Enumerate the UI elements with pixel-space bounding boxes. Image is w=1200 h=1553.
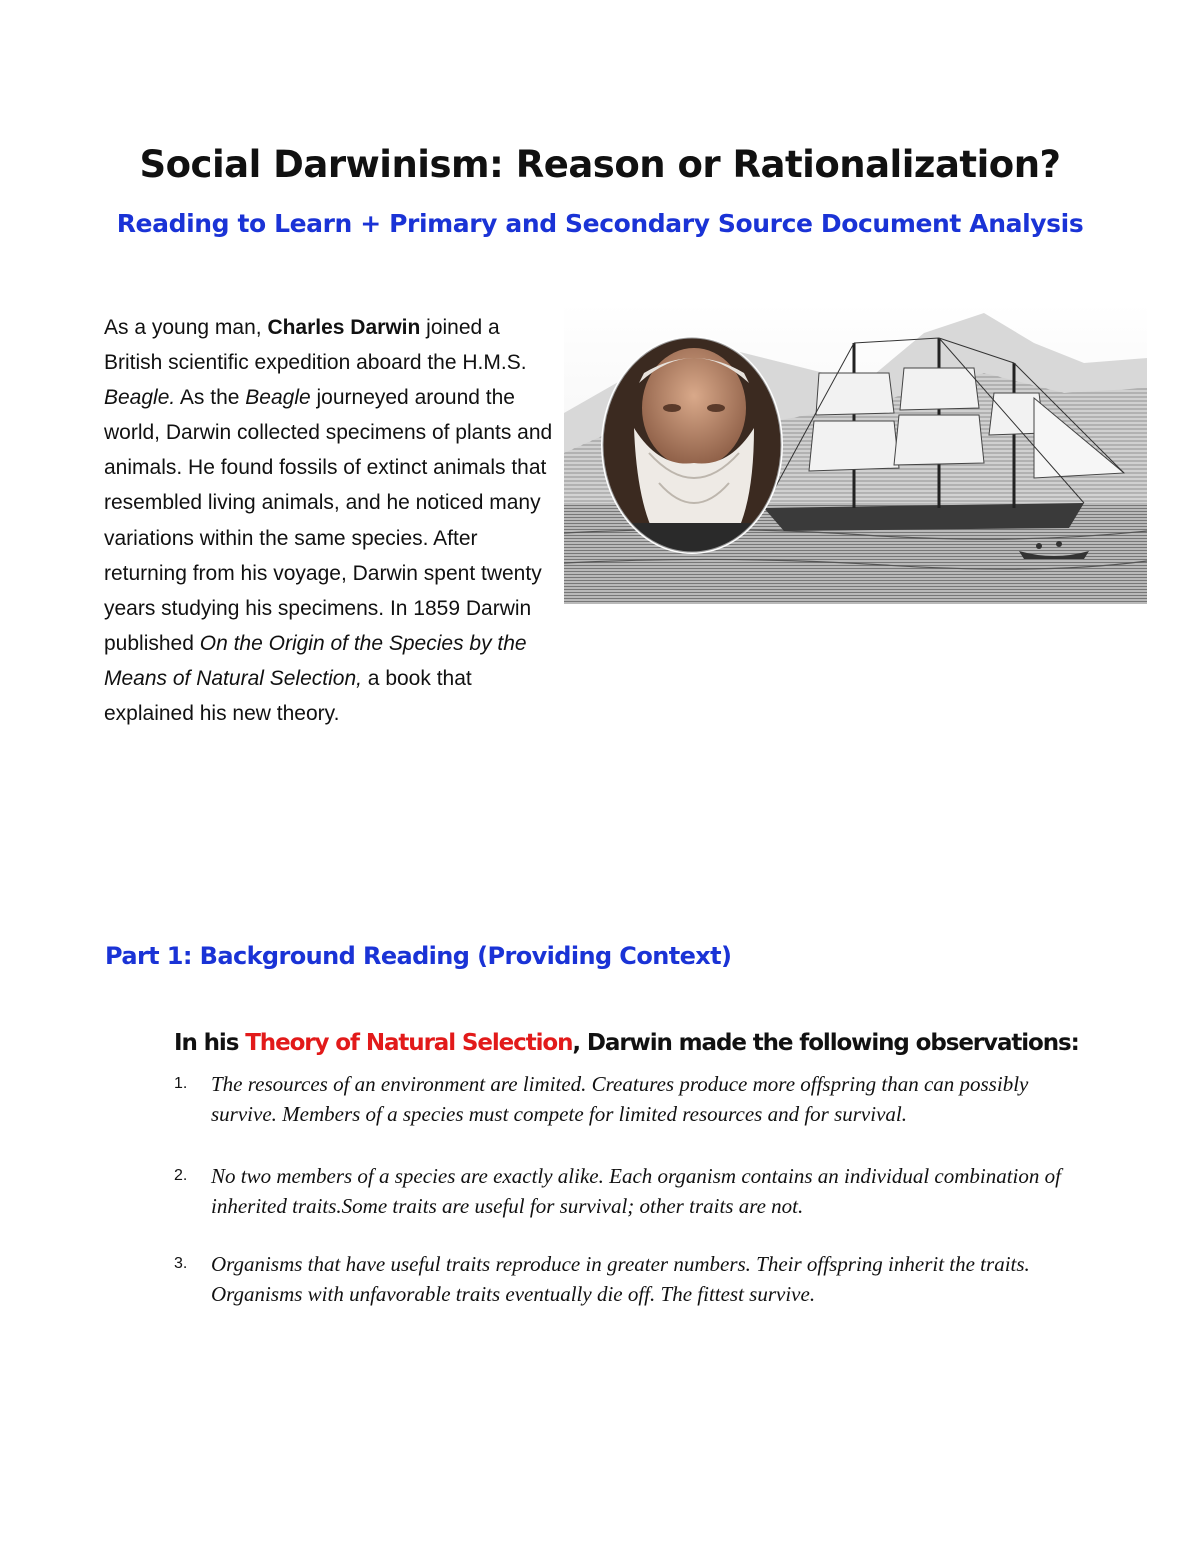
intro-name-darwin: Charles Darwin [267,316,421,339]
intro-text: joined a British scientific expedition aboard the H.M.S. [104,316,527,375]
darwin-ship-engraving-icon [564,303,1147,604]
theory-highlight: Theory of Natural Selection [245,1030,573,1056]
observations-heading [174,1030,1079,1056]
list-item-number: 3. [174,1255,188,1272]
observations-heading-post: , Darwin made the following observations: [572,1030,1079,1056]
list-item [174,1069,1074,1129]
observations-heading-pre: In his [174,1030,246,1056]
page-subtitle: Reading to Learn + Primary and Secondary Source Document Analysis [116,209,1084,238]
list-item-text: Organisms that have useful traits reproduce in greater numbers. Their offspring inherit the traits. Organisms with unfavorable traits eventually die off. The fittest survive. [211,1252,1030,1306]
part-1-heading: Part 1: Background Reading (Providing Context) [105,942,732,970]
intro-ship-name: Beagle [245,386,311,410]
list-item [174,1249,1074,1309]
list-item-number: 2. [174,1167,188,1184]
darwin-ship-illustration [564,303,1147,604]
intro-paragraph [104,310,554,731]
intro-text: As a young man, [104,316,268,339]
list-item [174,1161,1074,1221]
page-title: Social Darwinism: Reason or Rationalization? [139,143,1061,186]
intro-text: As the [175,386,246,410]
intro-ship-name: Beagle. [104,386,176,410]
intro-book-title: On the Origin of the Species by the Means of Natural Selection, [104,631,527,690]
list-item-text: No two members of a species are exactly alike. Each organism contains an individual combination of inherited traits.Some traits are useful for survival; other traits are not. [211,1164,1061,1218]
intro-text: a book that explained his new theory. [104,666,472,726]
list-item-number: 1. [174,1075,188,1092]
list-item-text: The resources of an environment are limited. Creatures produce more offspring than can possibly survive. Members of a species must compete for limited resources and for survival. [211,1072,1029,1126]
observations-list [174,1069,1074,1309]
intro-text: journeyed around the world, Darwin collected specimens of plants and animals. He found fossils of extinct animals that resembled living animals, and he noticed many variations within the same species. After returning from his voyage, Darwin spent twenty years studying his specimens. In 1859 Darwin published [104,386,553,655]
